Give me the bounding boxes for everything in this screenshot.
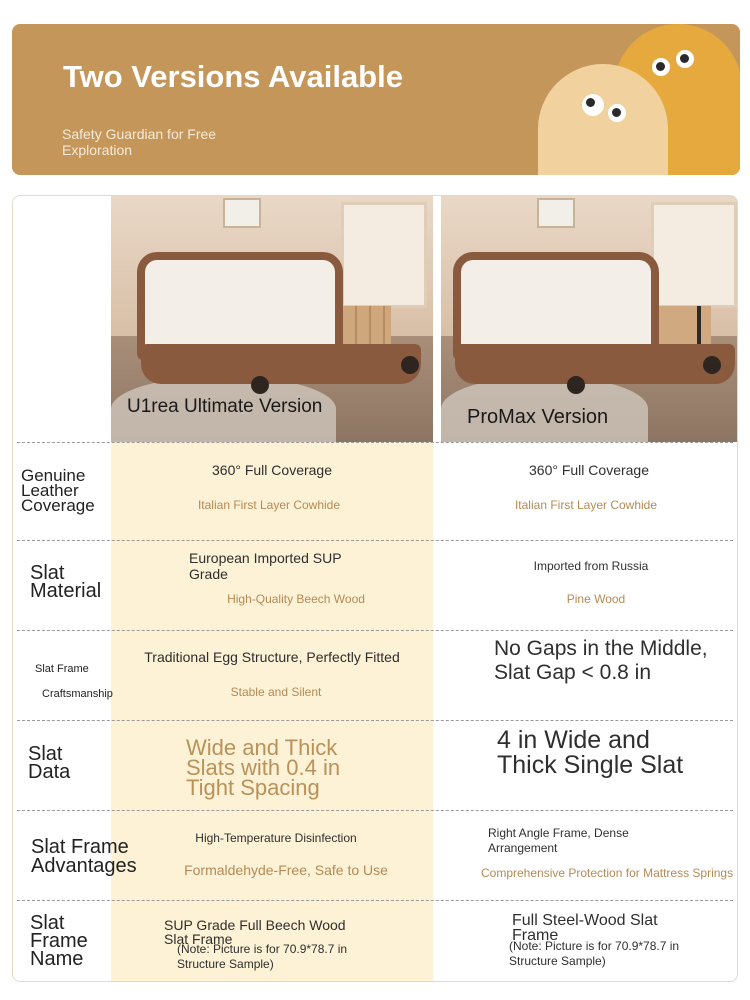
ultimate-craft-sub: Stable and Silent — [230, 685, 322, 699]
ultimate-adv-main: High-Temperature Disinfection — [195, 831, 357, 845]
promax-material-sub: Pine Wood — [566, 592, 626, 606]
promax-leather-sub: Italian First Layer Cowhide — [514, 498, 658, 512]
promax-material-main: Imported from Russia — [533, 559, 649, 573]
row-label-slat-material: Slat Material — [30, 562, 102, 602]
ultimate-material-main: European Imported SUP Grade — [189, 550, 342, 582]
promax-adv-sub: Comprehensive Protection for Mattress Springs — [481, 866, 734, 880]
mascot-eye-icon — [608, 104, 626, 122]
ultimate-material-sub: High-Quality Beech Wood — [227, 592, 365, 606]
header-banner — [12, 24, 740, 175]
ultimate-name-main: SUP Grade Full Beech Wood Slat Frame — [164, 917, 346, 947]
version-label-promax: ProMax Version — [467, 406, 609, 428]
ultimate-adv-sub: Formaldehyde-Free, Safe to Use — [184, 862, 388, 878]
row-divider — [17, 720, 733, 721]
product-photo-promax — [441, 196, 737, 442]
ultimate-data-main: Wide and Thick Slats with 0.4 in Tight Spacing — [186, 735, 341, 800]
row-divider — [17, 442, 733, 443]
row-label-leather: Genuine Leather Coverage — [21, 466, 95, 515]
ultimate-leather-sub: Italian First Layer Cowhide — [197, 498, 341, 512]
mascot-eye-icon — [652, 58, 670, 76]
version-label-ultimate: U1rea Ultimate Version — [127, 396, 323, 417]
ultimate-leather-main: 360° Full Coverage — [212, 462, 332, 478]
promax-name-note: (Note: Picture is for 70.9*78.7 in Structure Sample) — [509, 939, 680, 968]
promax-data-main: 4 in Wide and Thick Single Slat — [497, 726, 684, 779]
row-label-slat-data: Slat Data — [28, 743, 71, 783]
product-photo-ultimate — [111, 196, 433, 442]
squirrel-picture-icon — [223, 198, 261, 228]
row-divider — [17, 540, 733, 541]
mascot-eye-icon — [582, 94, 604, 116]
row-label-craftsmanship-line2: Craftsmanship — [42, 688, 113, 700]
mascot-eye-icon — [676, 50, 694, 68]
ultimate-craft-main: Traditional Egg Structure, Perfectly Fitted — [144, 649, 400, 665]
row-label-frame-name: Slat Frame Name — [30, 912, 88, 970]
comparison-table — [12, 195, 738, 982]
banner-subtitle: Safety Guardian for Free Exploration — [62, 126, 217, 158]
promax-adv-main: Right Angle Frame, Dense Arrangement — [488, 826, 629, 855]
row-label-advantages: Slat Frame Advantages — [31, 836, 137, 877]
row-divider — [17, 630, 733, 631]
row-label-craftsmanship-line1: Slat Frame — [35, 663, 89, 675]
row-divider — [17, 810, 733, 811]
row-divider — [17, 900, 733, 901]
squirrel-picture-icon — [537, 198, 575, 228]
ultimate-name-note: (Note: Picture is for 70.9*78.7 in Structure Sample) — [177, 942, 348, 971]
banner-title: Two Versions Available — [63, 59, 403, 94]
promax-name-main: Full Steel-Wood Slat Frame — [512, 912, 658, 944]
promax-craft-main: No Gaps in the Middle, Slat Gap < 0.8 in — [494, 637, 708, 684]
promax-leather-main: 360° Full Coverage — [529, 462, 649, 478]
